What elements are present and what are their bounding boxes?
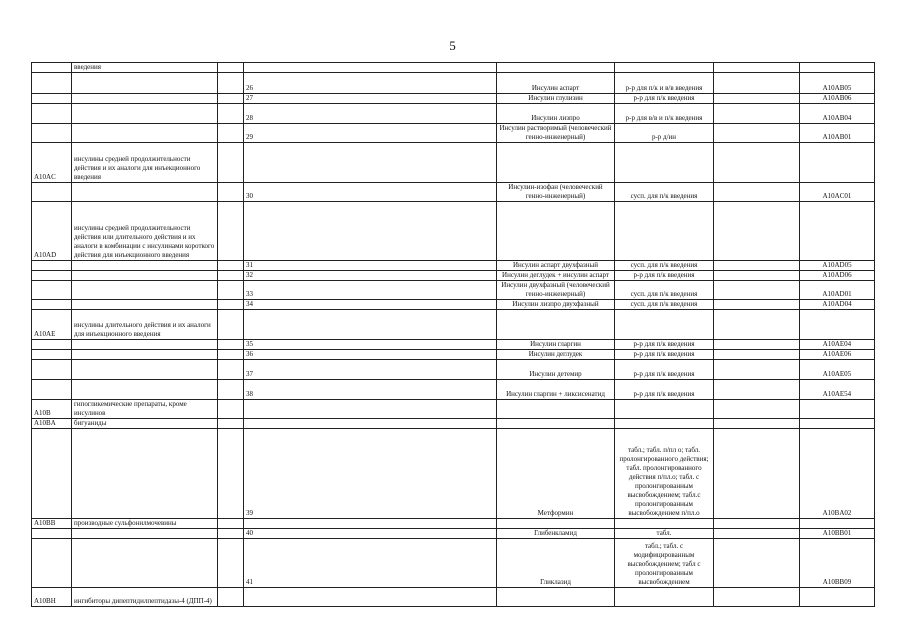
item-number: 41 (244, 539, 497, 588)
empty-cell (714, 380, 800, 400)
atc-group-code (32, 271, 72, 281)
table-row (32, 350, 875, 360)
group-name (72, 429, 218, 519)
group-name (72, 360, 218, 380)
drug-name (497, 419, 615, 429)
empty-cell (714, 539, 800, 588)
drug-name: Метформин (497, 429, 615, 519)
atc-code (800, 310, 875, 340)
atc-code: A10BA02 (800, 429, 875, 519)
item-number: 29 (244, 124, 497, 143)
group-name (72, 271, 218, 281)
group-name (72, 124, 218, 143)
group-name (72, 73, 218, 94)
medication-table (31, 62, 875, 607)
table-row (32, 529, 875, 539)
empty-cell (714, 183, 800, 202)
atc-group-code (32, 360, 72, 380)
drug-name (497, 310, 615, 340)
atc-code: A10AD05 (800, 261, 875, 271)
drug-name (497, 400, 615, 419)
table-row (32, 519, 875, 529)
dosage-form: табл. (615, 529, 714, 539)
drug-name: Инсулин аспарт (497, 73, 615, 94)
dosage-form (615, 143, 714, 183)
dosage-form: сусп. для п/к введения (615, 281, 714, 300)
empty-cell (218, 300, 244, 310)
atc-group-code (32, 94, 72, 104)
atc-code (800, 588, 875, 607)
atc-group-code: A10BB (32, 519, 72, 529)
item-number: 31 (244, 261, 497, 271)
item-number: 26 (244, 73, 497, 94)
dosage-form: р-р для п/к введения (615, 380, 714, 400)
empty-cell (218, 281, 244, 300)
dosage-form: сусп. для п/к введения (615, 261, 714, 271)
dosage-form (615, 419, 714, 429)
atc-code: A10AB05 (800, 73, 875, 94)
empty-cell (714, 104, 800, 124)
dosage-form (615, 588, 714, 607)
empty-cell (218, 183, 244, 202)
drug-name: Инсулин растворимый (человеческий генно-инженерный) (497, 124, 615, 143)
atc-group-code: A10AE (32, 310, 72, 340)
atc-code: A10BB09 (800, 539, 875, 588)
atc-group-code (32, 104, 72, 124)
table-row (32, 261, 875, 271)
dosage-form: р-р для п/к введения (615, 360, 714, 380)
drug-name: Инсулин деглудек (497, 350, 615, 360)
item-number: 32 (244, 271, 497, 281)
group-name (72, 539, 218, 588)
group-name (72, 104, 218, 124)
group-name (72, 261, 218, 271)
atc-code (800, 63, 875, 73)
dosage-form: табл.; табл. с модифицированным высвобождением; табл с пролонгированным высвобождением (615, 539, 714, 588)
empty-cell (714, 73, 800, 94)
group-name: бигуаниды (72, 419, 218, 429)
table-row (32, 281, 875, 300)
item-number (244, 519, 497, 529)
table-row (32, 429, 875, 519)
group-name (72, 183, 218, 202)
dosage-form (615, 519, 714, 529)
empty-cell (714, 300, 800, 310)
atc-group-code (32, 73, 72, 94)
empty-cell (714, 400, 800, 419)
item-number: 28 (244, 104, 497, 124)
table-row (32, 539, 875, 588)
dosage-form: сусп. для п/к введения (615, 183, 714, 202)
drug-name (497, 63, 615, 73)
drug-name: Инсулин глулизин (497, 94, 615, 104)
empty-cell (218, 429, 244, 519)
group-name (72, 529, 218, 539)
atc-code (800, 143, 875, 183)
atc-code: A10AD01 (800, 281, 875, 300)
table-row (32, 271, 875, 281)
empty-cell (714, 63, 800, 73)
empty-cell (714, 340, 800, 350)
empty-cell (714, 271, 800, 281)
drug-name: Гликлазид (497, 539, 615, 588)
atc-code: A10AE04 (800, 340, 875, 350)
empty-cell (714, 261, 800, 271)
item-number (244, 63, 497, 73)
empty-cell (714, 419, 800, 429)
group-name: введения (72, 63, 218, 73)
empty-cell (714, 94, 800, 104)
dosage-form: р-р для в/в и п/к введения (615, 104, 714, 124)
drug-name (497, 519, 615, 529)
empty-cell (714, 143, 800, 183)
item-number: 30 (244, 183, 497, 202)
empty-cell (714, 310, 800, 340)
empty-cell (218, 519, 244, 529)
empty-cell (218, 124, 244, 143)
drug-name (497, 202, 615, 261)
item-number (244, 202, 497, 261)
empty-cell (714, 588, 800, 607)
table-row (32, 94, 875, 104)
drug-name (497, 143, 615, 183)
atc-group-code (32, 429, 72, 519)
table-row (32, 419, 875, 429)
dosage-form: сусп. для п/к введения (615, 300, 714, 310)
dosage-form: р-р для п/к введения (615, 340, 714, 350)
atc-group-code (32, 281, 72, 300)
empty-cell (714, 429, 800, 519)
drug-name: Инсулин лизпро двухфазный (497, 300, 615, 310)
atc-code: A10AE05 (800, 360, 875, 380)
empty-cell (218, 261, 244, 271)
atc-group-code: A10BA (32, 419, 72, 429)
item-number: 27 (244, 94, 497, 104)
group-name: инсулины средней продолжительности действия или длительного действия и их аналоги в комбинации с инсулинами короткого действия для инъекционного введения (72, 202, 218, 261)
empty-cell (218, 73, 244, 94)
atc-code: A10AD04 (800, 300, 875, 310)
empty-cell (218, 271, 244, 281)
empty-cell (714, 124, 800, 143)
item-number: 36 (244, 350, 497, 360)
empty-cell (714, 350, 800, 360)
drug-name: Инсулин двухфазный (человеческий генно-инженерный) (497, 281, 615, 300)
table-row (32, 300, 875, 310)
empty-cell (218, 529, 244, 539)
empty-cell (714, 360, 800, 380)
drug-name (497, 588, 615, 607)
item-number (244, 419, 497, 429)
drug-name: Инсулин гларгин (497, 340, 615, 350)
dosage-form (615, 310, 714, 340)
item-number: 35 (244, 340, 497, 350)
dosage-form: р-р для п/к введения (615, 350, 714, 360)
item-number (244, 310, 497, 340)
atc-code: A10AB04 (800, 104, 875, 124)
empty-cell (218, 419, 244, 429)
dosage-form (615, 202, 714, 261)
empty-cell (218, 588, 244, 607)
atc-code: A10BB01 (800, 529, 875, 539)
item-number (244, 400, 497, 419)
atc-group-code (32, 529, 72, 539)
group-name (72, 300, 218, 310)
table-row (32, 340, 875, 350)
atc-code (800, 400, 875, 419)
atc-group-code (32, 539, 72, 588)
empty-cell (218, 340, 244, 350)
atc-code: A10AB01 (800, 124, 875, 143)
table-row (32, 202, 875, 261)
item-number: 38 (244, 380, 497, 400)
item-number: 40 (244, 529, 497, 539)
table-row (32, 400, 875, 419)
atc-group-code (32, 183, 72, 202)
group-name (72, 340, 218, 350)
atc-code (800, 202, 875, 261)
dosage-form: табл.; табл. п/пл о; табл. пролонгированного действия; табл. пролонгированного действия п/пл.о; табл. с пролонгированным высвобождением; табл.с пролонгированным высвобождением п/пл.о (615, 429, 714, 519)
empty-cell (714, 529, 800, 539)
empty-cell (218, 360, 244, 380)
table-row (32, 143, 875, 183)
atc-group-code (32, 380, 72, 400)
group-name (72, 281, 218, 300)
empty-cell (218, 380, 244, 400)
atc-group-code: A10AC (32, 143, 72, 183)
atc-code: A10AC01 (800, 183, 875, 202)
empty-cell (714, 519, 800, 529)
dosage-form: р-р для п/к введения (615, 94, 714, 104)
drug-name: Инсулин лизпро (497, 104, 615, 124)
atc-group-code: A10BH (32, 588, 72, 607)
atc-code (800, 419, 875, 429)
table-row (32, 63, 875, 73)
item-number (244, 588, 497, 607)
dosage-form: р-р д/ин (615, 124, 714, 143)
group-name: инсулины средней продолжительности действия и их аналоги для инъекционного введения (72, 143, 218, 183)
table-row (32, 310, 875, 340)
empty-cell (218, 63, 244, 73)
atc-code: A10AD06 (800, 271, 875, 281)
group-name: инсулины длительного действия и их аналоги для инъекционного введения (72, 310, 218, 340)
empty-cell (218, 400, 244, 419)
dosage-form (615, 63, 714, 73)
atc-code (800, 519, 875, 529)
dosage-form (615, 400, 714, 419)
drug-name: Инсулин-изофан (человеческий генно-инженерный) (497, 183, 615, 202)
atc-group-code (32, 261, 72, 271)
empty-cell (218, 310, 244, 340)
table-row (32, 73, 875, 94)
group-name (72, 94, 218, 104)
atc-group-code: A10B (32, 400, 72, 419)
table-row (32, 360, 875, 380)
drug-name: Глибенкламид (497, 529, 615, 539)
table-row (32, 588, 875, 607)
empty-cell (218, 202, 244, 261)
empty-cell (218, 539, 244, 588)
table-row (32, 104, 875, 124)
item-number: 39 (244, 429, 497, 519)
empty-cell (714, 281, 800, 300)
group-name (72, 350, 218, 360)
page-number: 5 (449, 38, 456, 53)
drug-name: Инсулин аспарт двухфазный (497, 261, 615, 271)
atc-group-code (32, 340, 72, 350)
table-row (32, 124, 875, 143)
drug-name: Инсулин деглудек + инсулин аспарт (497, 271, 615, 281)
item-number (244, 143, 497, 183)
group-name (72, 380, 218, 400)
group-name: гипогликемические препараты, кроме инсулинов (72, 400, 218, 419)
item-number: 34 (244, 300, 497, 310)
dosage-form: р-р для п/к введения (615, 271, 714, 281)
empty-cell (714, 202, 800, 261)
empty-cell (218, 94, 244, 104)
atc-code: A10AB06 (800, 94, 875, 104)
atc-group-code (32, 350, 72, 360)
empty-cell (218, 104, 244, 124)
atc-group-code (32, 63, 72, 73)
table-row (32, 183, 875, 202)
group-name: производные сульфонилмочевины (72, 519, 218, 529)
dosage-form: р-р для п/к и в/в введения (615, 73, 714, 94)
empty-cell (218, 350, 244, 360)
atc-group-code (32, 300, 72, 310)
atc-code: A10AE54 (800, 380, 875, 400)
empty-cell (218, 143, 244, 183)
drug-name: Инсулин гларгин + ликсисенатид (497, 380, 615, 400)
atc-code: A10AE06 (800, 350, 875, 360)
group-name: ингибиторы дипептидилпептидазы-4 (ДПП-4) (72, 588, 218, 607)
item-number: 37 (244, 360, 497, 380)
table-row (32, 380, 875, 400)
item-number: 33 (244, 281, 497, 300)
drug-name: Инсулин детемир (497, 360, 615, 380)
atc-group-code (32, 124, 72, 143)
atc-group-code: A10AD (32, 202, 72, 261)
